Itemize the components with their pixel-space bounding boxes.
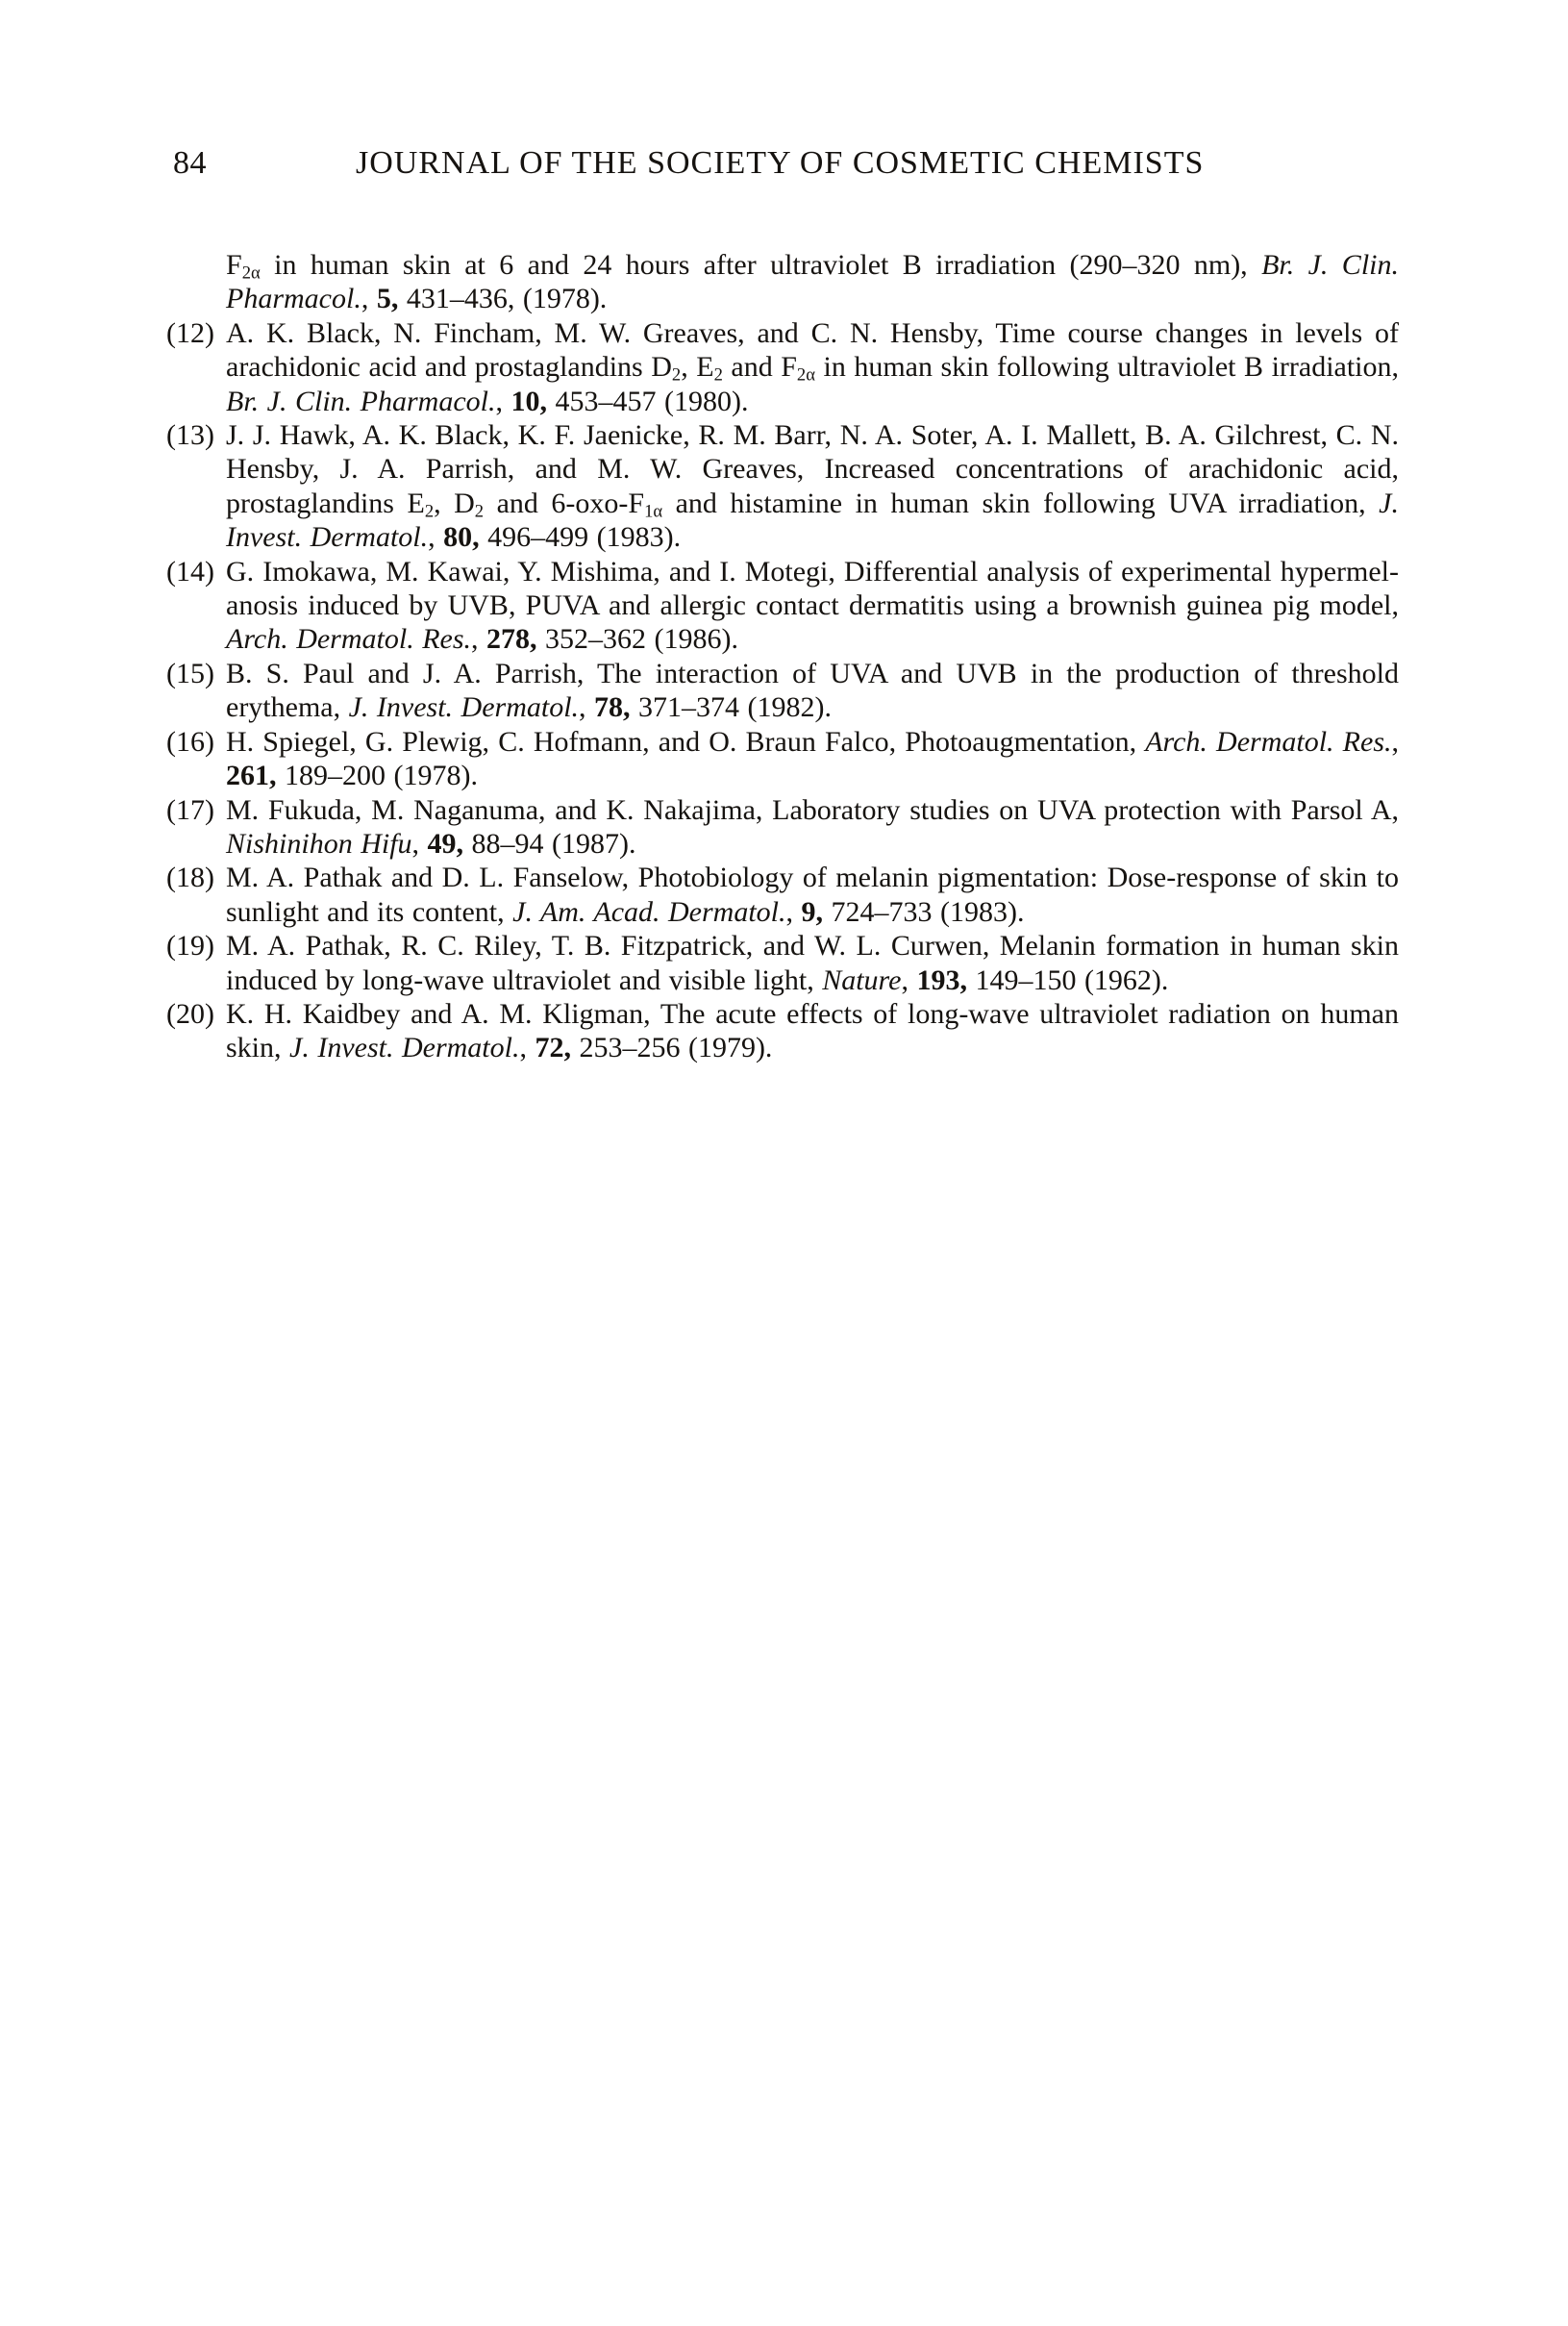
reference-text: , E (681, 351, 714, 384)
reference-text: F (226, 249, 242, 281)
reference-text: 149–150 (1962). (966, 963, 1169, 996)
reference-item (166, 725, 1399, 793)
reference-text: , (411, 827, 428, 860)
reference-list (166, 248, 1399, 1065)
reference-number: (20) (166, 997, 214, 1030)
reference-text: and F (722, 351, 797, 384)
reference-text: 189–200 (1978). (276, 760, 478, 792)
reference-text: 88–94 (1987). (463, 827, 636, 860)
reference-item (166, 316, 1399, 418)
reference-text: 5, (376, 283, 399, 315)
reference-item (166, 861, 1399, 929)
reference-text: Arch. Dermatol. Res. (226, 623, 472, 656)
reference-text: 193, (916, 963, 967, 996)
reference-text: in human skin following ultraviolet B irradiation, (814, 351, 1400, 384)
reference-text: Nature (822, 963, 902, 996)
reference-text: 431–436, (1978). (398, 283, 608, 315)
reference-text: H. Spiegel, G. Plewig, C. Hofmann, and O. Braun Falco, Photoaugmentation, (226, 725, 1146, 758)
reference-text: , (495, 385, 511, 417)
reference-text: 496–499 (1983). (479, 521, 682, 554)
reference-item (166, 997, 1399, 1065)
subscript-text: 1α (644, 501, 663, 522)
reference-text: in human skin at 6 and 24 hours after ultraviolet B irradiation (290–320 nm), (260, 249, 1262, 281)
subscript-text: 2 (474, 501, 485, 522)
reference-text: and 6-oxo-F (484, 487, 645, 519)
reference-text: , (471, 623, 487, 656)
reference-text: A. K. Black, N. Fincham, M. W. Greaves, and C. N. Hensby, Time course changes in levels of arachidonic acid and prostaglandins D (226, 316, 1399, 384)
reference-number: (18) (166, 862, 214, 894)
subscript-text: 2 (671, 364, 682, 386)
subscript-text: 2 (713, 364, 723, 386)
subscript-text: 2 (424, 501, 435, 522)
reference-text: 9, (801, 895, 823, 928)
reference-item (166, 248, 1399, 316)
reference-text: 80, (443, 521, 480, 554)
reference-text: , (361, 283, 377, 315)
reference-text: Arch. Dermatol. Res. (1145, 725, 1392, 758)
reference-text: B. S. Paul and J. A. Parrish, The interaction of UVA and UVB in the production of threshold erythema, (226, 657, 1399, 724)
reference-text: , D (434, 487, 475, 519)
subscript-text: 2α (241, 263, 261, 284)
reference-text: and histamine in human skin following UVA irradiation, (662, 487, 1380, 519)
reference-text: , (1391, 725, 1399, 758)
reference-text: 371–374 (1982). (630, 691, 833, 724)
reference-text: J. J. Hawk, A. K. Black, K. F. Jaenicke, R. M. Barr, N. A. Soter, A. I. Mallett, B. A. Gilchrest, C. N. Hensby, J. A. Parrish, and M. W. Greaves, Increased concentrations of arachidonic acid, prostaglandins E (226, 419, 1399, 519)
reference-text: J. Invest. Dermatol. (289, 1032, 520, 1064)
reference-text: J. Am. Acad. Dermatol. (512, 895, 786, 928)
reference-item (166, 418, 1399, 555)
reference-text: 253–256 (1979). (570, 1032, 773, 1064)
reference-text: 724–733 (1983). (823, 895, 1025, 928)
reference-text: M. A. Pathak and D. L. Fanselow, Photobiology of melanin pigmentation: Dose-response of skin to sunlight and its content, (226, 862, 1399, 928)
reference-text: Br. J. Clin. Pharmacol. (226, 385, 496, 417)
reference-text: , (428, 521, 444, 554)
journal-title: JOURNAL OF THE SOCIETY OF COSMETIC CHEMISTS (356, 145, 1205, 181)
reference-number: (16) (166, 725, 214, 758)
reference-text: 453–457 (1980). (547, 385, 749, 417)
reference-text: 49, (427, 827, 464, 860)
reference-text: J. Invest. Dermatol. (348, 691, 580, 724)
reference-text: 278, (486, 623, 537, 656)
reference-text: Br. J. Clin. Pharmacol. (226, 249, 1399, 315)
reference-number: (15) (166, 657, 214, 689)
reference-text: 352–362 (1986). (536, 623, 738, 656)
reference-text: , (901, 963, 917, 996)
reference-text: 72, (535, 1032, 571, 1064)
reference-item (166, 657, 1399, 725)
reference-text: K. H. Kaidbey and A. M. Kligman, The acute effects of long-wave ultraviolet radiation on human skin, (226, 997, 1399, 1064)
reference-text: M. Fukuda, M. Naganuma, and K. Nakajima, Laboratory studies on UVA protection with Parsol A, (226, 793, 1399, 826)
reference-text: 261, (226, 760, 277, 792)
reference-text: G. Imokawa, M. Kawai, Y. Mishima, and I. Motegi, Differential analysis of experimental hypermelanosis induced by UVB, PUVA and allergic contact dermatitis using a brownish guinea pig model, (226, 555, 1399, 622)
reference-text: , (785, 895, 802, 928)
reference-number: (17) (166, 793, 214, 826)
reference-number: (14) (166, 555, 214, 588)
reference-number: (19) (166, 930, 214, 963)
reference-text: , (579, 691, 595, 724)
reference-text: Nishinihon Hifu (226, 827, 412, 860)
reference-text: 10, (510, 385, 547, 417)
reference-text: , (519, 1032, 535, 1064)
subscript-text: 2α (796, 364, 815, 386)
page-header (0, 144, 1568, 187)
reference-number: (12) (166, 316, 214, 349)
reference-item (166, 793, 1399, 862)
reference-text: M. A. Pathak, R. C. Riley, T. B. Fitzpatrick, and W. L. Curwen, Melanin formation in human skin induced by long-wave ultraviolet and visible light, (226, 930, 1399, 996)
reference-number: (13) (166, 419, 214, 452)
reference-item (166, 555, 1399, 657)
reference-text: J. Invest. Dermatol. (226, 487, 1399, 554)
page-number: 84 (173, 145, 207, 181)
reference-item (166, 929, 1399, 997)
reference-text: 78, (594, 691, 631, 724)
